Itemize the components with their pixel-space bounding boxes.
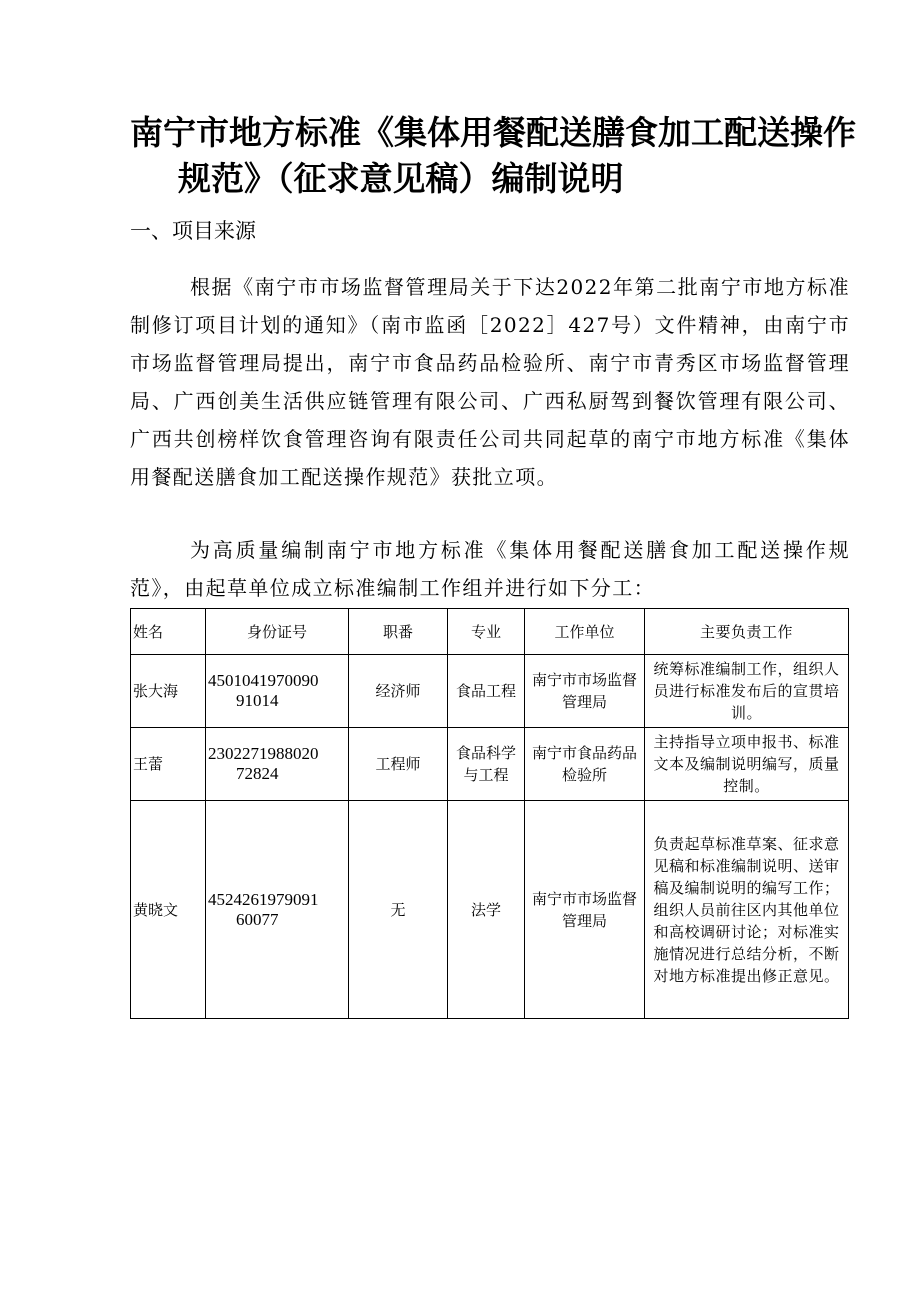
id-line-2: 91014 (236, 691, 279, 710)
cell-name: 张大海 (131, 655, 206, 728)
document-title (130, 110, 870, 202)
section-heading-project-source: 一、项目来源 (130, 219, 256, 243)
id-line-1: 4524261979091 (208, 889, 319, 909)
table-row (131, 801, 849, 1019)
staff-table (130, 608, 849, 1019)
cell-id-number (206, 655, 349, 728)
cell-major: 食品工程 (448, 655, 525, 728)
cell-work-unit: 南宁市食品药品检验所 (525, 728, 645, 801)
table-row (131, 655, 849, 728)
id-line-2: 60077 (236, 909, 279, 929)
paragraph-project-source: 根据《南宁市市场监督管理局关于下达2022年第二批南宁市地方标准制修订项目计划的通知》（南市监函［2022］427号）文件精神，由南宁市市场监督管理局提出，南宁市食品药品检验所、南宁市青秀区市场监督管理局、广西创美生活供应链管理有限公司、广西私厨驾到餐饮管理有限公司、广西共创榜样饮食管理咨询有限责任公司共同起草的南宁市地方标准《集体用餐配送膳食加工配送操作规范》获批立项。 (130, 275, 850, 489)
cell-id-number (206, 728, 349, 801)
table-row (131, 728, 849, 801)
cell-work-unit: 南宁市市场监督管理局 (525, 801, 645, 1019)
paragraph-division-of-work: 为高质量编制南宁市地方标准《集体用餐配送膳食加工配送操作规范》，由起草单位成立标准编制工作组并进行如下分工： (130, 538, 850, 600)
id-line-1: 2302271988020 (208, 744, 319, 763)
title-line-1: 南宁市地方标准《集体用餐配送膳食加工配送操作 (130, 113, 856, 152)
cell-main-duty: 主持指导立项申报书、标准文本及编制说明编写，质量控制。 (645, 728, 849, 801)
table-header-row (131, 609, 849, 655)
cell-major: 食品科学与工程 (448, 728, 525, 801)
header-main-duty: 主要负责工作 (645, 609, 849, 655)
cell-title: 工程师 (349, 728, 448, 801)
cell-title: 经济师 (349, 655, 448, 728)
title-line-2: 规范》（征求意见稿）编制说明 (178, 159, 624, 198)
cell-title: 无 (349, 801, 448, 1019)
cell-name: 黄晓文 (131, 801, 206, 1019)
header-title: 职番 (349, 609, 448, 655)
id-line-1: 4501041970090 (208, 671, 319, 690)
header-work-unit: 工作单位 (525, 609, 645, 655)
cell-work-unit: 南宁市市场监督管理局 (525, 655, 645, 728)
header-id-number: 身份证号 (206, 609, 349, 655)
cell-major: 法学 (448, 801, 525, 1019)
cell-id-number (206, 801, 349, 1019)
cell-name: 王蕾 (131, 728, 206, 801)
header-name: 姓名 (131, 609, 206, 655)
cell-main-duty: 统筹标准编制工作，组织人员进行标准发布后的宣贯培训。 (645, 655, 849, 728)
cell-main-duty: 负责起草标准草案、征求意见稿和标准编制说明、送审稿及编制说明的编写工作；组织人员前往区内其他单位和高校调研讨论；对标准实施情况进行总结分析，不断对地方标准提出修正意见。 (645, 801, 849, 1019)
id-line-2: 72824 (236, 764, 279, 783)
header-major: 专业 (448, 609, 525, 655)
